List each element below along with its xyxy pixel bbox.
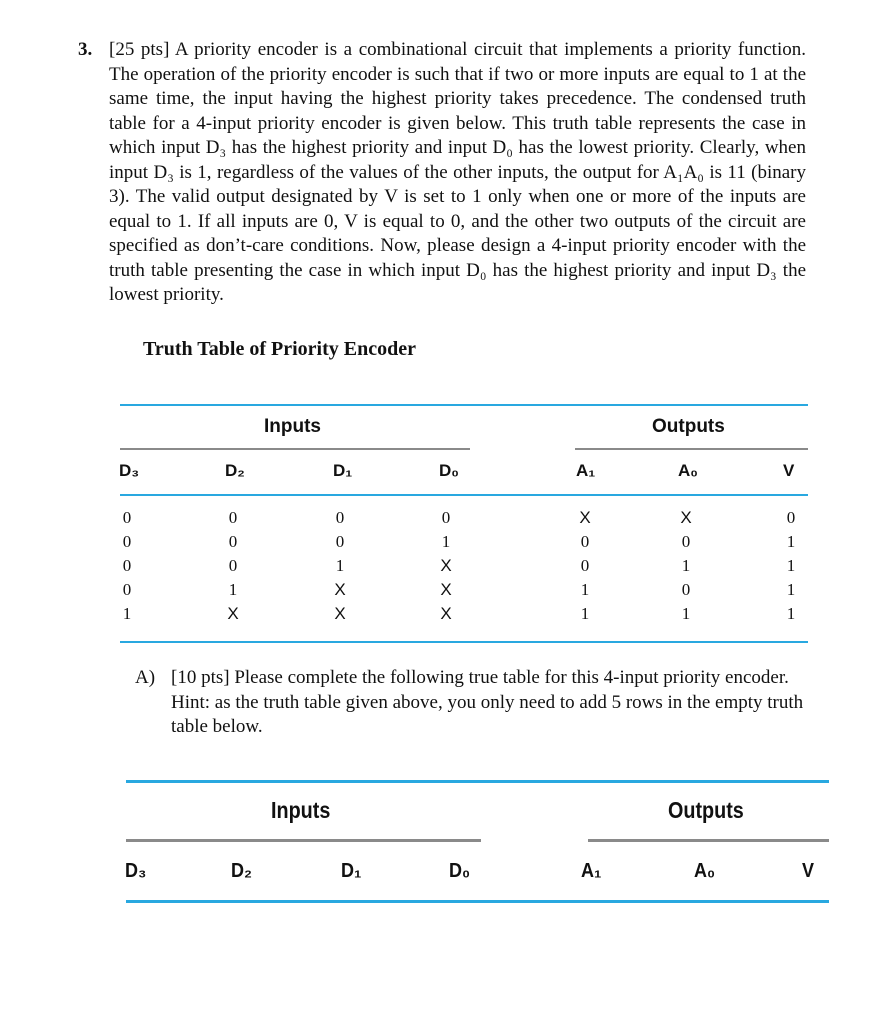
table-title: Truth Table of Priority Encoder [143, 338, 416, 360]
table2-column-header-a0: A₀ [694, 860, 716, 882]
table2-top-rule [126, 780, 829, 783]
cell-r4-a1: 1 [580, 580, 590, 599]
outputs-group-header: Outputs [652, 416, 725, 437]
problem-number: 3. [78, 39, 93, 60]
cell-r1-d1: 0 [335, 508, 345, 527]
cell-r3-a1: 0 [580, 556, 590, 575]
table2-inputs-rule [126, 839, 481, 842]
cell-r4-d2: 1 [228, 580, 238, 599]
column-header-d2: D₂ [225, 461, 245, 480]
cell-r3-a0: 1 [681, 556, 691, 575]
cell-r1-a0: X [680, 508, 692, 527]
cell-r2-d3: 0 [122, 532, 132, 551]
cell-r3-d0: X [440, 556, 452, 575]
table2-column-header-v: V [802, 860, 815, 882]
cell-r1-d2: 0 [228, 508, 238, 527]
inputs-group-rule [120, 448, 470, 450]
cell-r5-d2: X [227, 604, 239, 623]
cell-r4-d3: 0 [122, 580, 132, 599]
column-header-d0: D₀ [439, 461, 459, 480]
header-rule [120, 494, 808, 496]
cell-r5-d1: X [334, 604, 346, 623]
problem-text: [25 pts] A priority encoder is a combinational circuit that implements a priority function. The operation of the priority encoder is such that if two or more inputs are equal to 1 at the same time, the input having the highest priority takes precedence. The condensed truth table for a 4-input priority encoder is given below. This truth table represents the case in which input D₃ has the highest priority and input D₀ has the lowest priority. Clearly, when input D₃ is 1, regardless of the values of the other inputs, the output for A₁A₀ is 11 (binary 3). The valid output designated by V is set to 1 only when one or more of the inputs are equal to 1. If all inputs are 0, V is equal to 0, and the other two outputs of the circuit are specified as don’t-care conditions. Now, please design a 4-input priority encoder with the truth table presenting the case in which input D₀ has the highest priority and input D₃ the lowest priority. [109, 39, 806, 305]
cell-r5-v: 1 [786, 604, 796, 623]
cell-r4-a0: 0 [681, 580, 691, 599]
column-header-d1: D₁ [333, 461, 353, 480]
column-header-a0: A₀ [678, 461, 698, 480]
cell-r1-a1: X [579, 508, 591, 527]
part-a-text: [10 pts] Please complete the following true table for this 4-input priority encoder. Hint: as the truth table given above, you only need to add 5 rows in the empty truth table below. [171, 667, 804, 737]
cell-r1-v: 0 [786, 508, 796, 527]
column-header-a1: A₁ [576, 461, 596, 480]
column-header-d3: D₃ [119, 461, 140, 480]
part-a-question [135, 666, 805, 740]
outputs-group-rule [575, 448, 808, 450]
cell-r3-v: 1 [786, 556, 796, 575]
cell-r2-d0: 1 [441, 532, 451, 551]
cell-r4-d1: X [334, 580, 346, 599]
cell-r1-d0: 0 [441, 508, 451, 527]
cell-r3-d2: 0 [228, 556, 238, 575]
table2-column-header-d0: D₀ [449, 860, 471, 882]
cell-r5-d0: X [440, 604, 452, 623]
cell-r5-a0: 1 [681, 604, 691, 623]
problem-statement [78, 38, 806, 308]
table2-inputs-header: Inputs [271, 797, 331, 823]
cell-r2-a0: 0 [681, 532, 691, 551]
cell-r5-d3: 1 [122, 604, 132, 623]
part-a-label: A) [135, 667, 156, 688]
cell-r3-d1: 1 [335, 556, 345, 575]
table2-column-header-d2: D₂ [231, 860, 253, 882]
inputs-group-header: Inputs [264, 416, 321, 437]
cell-r3-d3: 0 [122, 556, 132, 575]
table2-outputs-header: Outputs [668, 797, 744, 823]
cell-r4-d0: X [440, 580, 452, 599]
table2-header-rule [126, 900, 829, 903]
table2-column-header-d1: D₁ [341, 860, 362, 882]
cell-r2-a1: 0 [580, 532, 590, 551]
table2-outputs-rule [588, 839, 829, 842]
cell-r2-d1: 0 [335, 532, 345, 551]
table2-column-header-d3: D₃ [125, 860, 147, 882]
cell-r2-v: 1 [786, 532, 796, 551]
cell-r1-d3: 0 [122, 508, 132, 527]
table-top-rule [120, 404, 808, 406]
table-bottom-rule [120, 641, 808, 643]
cell-r4-v: 1 [786, 580, 796, 599]
cell-r2-d2: 0 [228, 532, 238, 551]
table2-column-header-a1: A₁ [581, 860, 602, 882]
column-header-v: V [783, 461, 795, 480]
cell-r5-a1: 1 [580, 604, 590, 623]
